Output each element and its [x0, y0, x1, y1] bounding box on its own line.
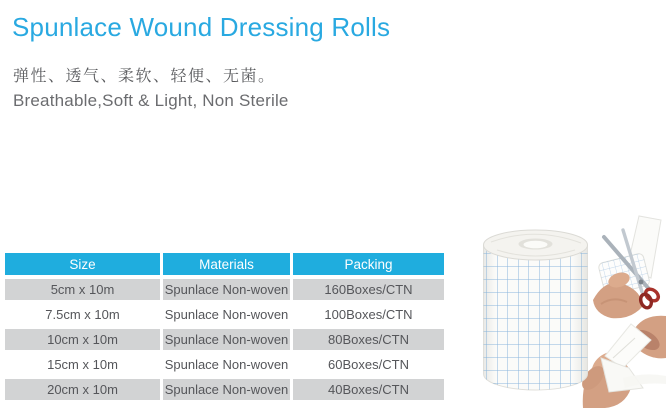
table-header-row [5, 253, 444, 275]
column-header-materials: Materials [163, 253, 290, 275]
cell-materials: Spunlace Non-woven [163, 279, 290, 300]
cell-size: 15cm x 10m [5, 354, 160, 375]
roll-grid [484, 245, 588, 390]
product-photo [455, 188, 666, 408]
page-title: Spunlace Wound Dressing Rolls [12, 12, 391, 42]
subtitle-chinese: 弹性、透气、柔软、轻便、无菌。 [13, 68, 276, 85]
cell-size: 10cm x 10m [5, 329, 160, 350]
cell-materials: Spunlace Non-woven [163, 329, 290, 350]
column-header-packing: Packing [293, 253, 444, 275]
cell-size: 5cm x 10m [5, 279, 160, 300]
cell-packing: 60Boxes/CTN [293, 354, 444, 375]
cell-packing: 160Boxes/CTN [293, 279, 444, 300]
table-row [5, 379, 444, 400]
roll-core-inner [524, 241, 548, 249]
cell-packing: 80Boxes/CTN [293, 329, 444, 350]
cell-packing: 100Boxes/CTN [293, 304, 444, 325]
table-row [5, 279, 444, 300]
cell-materials: Spunlace Non-woven [163, 304, 290, 325]
table-row [5, 329, 444, 350]
spec-table [2, 249, 447, 404]
cell-materials: Spunlace Non-woven [163, 379, 290, 400]
table-row [5, 354, 444, 375]
cutting-photo [593, 216, 661, 318]
peeling-photo [578, 316, 666, 408]
roll-illustration [484, 230, 588, 390]
cell-materials: Spunlace Non-woven [163, 354, 290, 375]
cell-packing: 40Boxes/CTN [293, 379, 444, 400]
cell-size: 20cm x 10m [5, 379, 160, 400]
subtitle-english: Breathable,Soft & Light, Non Sterile [13, 91, 289, 110]
table-row [5, 304, 444, 325]
column-header-size: Size [5, 253, 160, 275]
cell-size: 7.5cm x 10m [5, 304, 160, 325]
